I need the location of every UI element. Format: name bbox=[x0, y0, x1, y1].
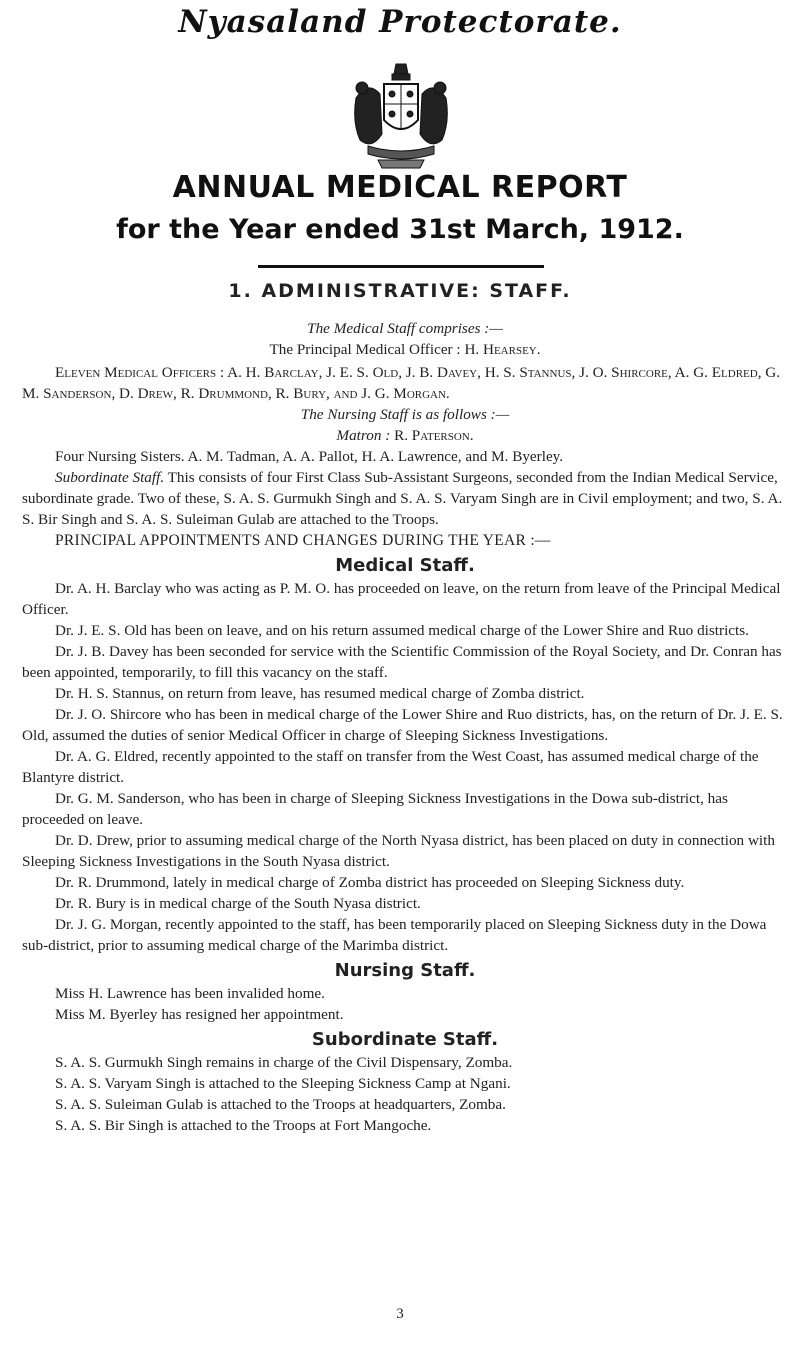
medical-officers-list: Eleven Medical Officers : A. H. Barclay, J. E. S. Old, J. B. Davey, H. S. Stannus, J. O. Shircore, A. G. Eldred, G. M. Sanderson, D. Drew, R. Drummond, R. Bury, and J. G. Morgan. bbox=[22, 364, 781, 402]
protectorate-heading: Nyasaland Protectorate. bbox=[178, 4, 622, 40]
royal-coat-of-arms-icon bbox=[348, 60, 454, 170]
staff-section bbox=[22, 318, 788, 1136]
subordinate-entry: S. A. S. Suleiman Gulab is attached to the Troops at headquarters, Zomba. bbox=[55, 1096, 506, 1113]
page-number: 3 bbox=[396, 1306, 404, 1322]
subordinate-staff-summary: Subordinate Staff. This consists of four First Class Sub-Assistant Surgeons, seconded from the Indian Medical Service, subordinate grade. Two of these, S. A. S. Gurmukh Singh and S. A. S. Varyam Singh are in Civil employment; and two, S. A. S. Bir Singh and S. A. S. Suleiman Gulab are attached to the Troops. bbox=[22, 469, 783, 528]
medical-entry: Dr. J. G. Morgan, recently appointed to the staff, has been temporarily placed on Sleeping Sickness duty in the Dowa sub-district, prior to assuming medical charge of the Marimba district. bbox=[22, 916, 767, 954]
nursing-intro: The Nursing Staff is as follows :— bbox=[300, 406, 510, 423]
medical-entry: Dr. J. B. Davey has been seconded for service with the Scientific Commission of the Royal Society, and Dr. Conran has been appointed, temporarily, to fill this vacancy on the staff. bbox=[22, 643, 782, 681]
section-heading: 1. ADMINISTRATIVE: STAFF. bbox=[228, 280, 572, 302]
report-subtitle: for the Year ended 31st March, 1912. bbox=[116, 214, 684, 245]
matron-line: Matron : R. Paterson. bbox=[336, 427, 474, 444]
subordinate-staff-heading: Subordinate Staff. bbox=[311, 1029, 499, 1050]
medical-entry: Dr. J. E. S. Old has been on leave, and on his return assumed medical charge of the Lower Shire and Ruo districts. bbox=[55, 622, 749, 639]
medical-entry: Dr. G. M. Sanderson, who has been in charge of Sleeping Sickness Investigations in the Dowa sub-district, has proceeded on leave. bbox=[22, 790, 728, 828]
medical-entry: Dr. A. G. Eldred, recently appointed to the staff on transfer from the West Coast, has assumed medical charge of the Blantyre district. bbox=[22, 748, 759, 786]
subordinate-entry: S. A. S. Bir Singh is attached to the Troops at Fort Mangoche. bbox=[55, 1117, 432, 1134]
title-rule bbox=[258, 265, 544, 268]
staff-intro: The Medical Staff comprises :— bbox=[307, 320, 503, 337]
pmo-line: The Principal Medical Officer : H. Hearsey. bbox=[269, 341, 541, 358]
medical-entry: Dr. J. O. Shircore who has been in medical charge of the Lower Shire and Ruo districts, has, on the return of Dr. J. E. S. Old, assumed the duties of senior Medical Officer in charge of Sleeping Sickness Investigations. bbox=[22, 706, 783, 744]
nursing-sisters-list: Four Nursing Sisters. A. M. Tadman, A. A. Pallot, H. A. Lawrence, and M. Byerley. bbox=[55, 448, 564, 465]
nursing-staff-heading: Nursing Staff. bbox=[334, 960, 476, 981]
subordinate-entry: S. A. S. Gurmukh Singh remains in charge of the Civil Dispensary, Zomba. bbox=[55, 1054, 513, 1071]
medical-entry: Dr. A. H. Barclay who was acting as P. M. O. has proceeded on leave, on the return from leave of the Principal Medical Officer. bbox=[22, 580, 781, 618]
medical-staff-heading: Medical Staff. bbox=[335, 555, 475, 576]
nursing-entry: Miss H. Lawrence has been invalided home. bbox=[55, 985, 325, 1002]
subordinate-entry: S. A. S. Varyam Singh is attached to the Sleeping Sickness Camp at Ngani. bbox=[55, 1075, 511, 1092]
appointments-heading: PRINCIPAL APPOINTMENTS AND CHANGES DURING THE YEAR :— bbox=[55, 532, 551, 549]
medical-entry: Dr. R. Drummond, lately in medical charge of Zomba district has proceeded on Sleeping Sickness duty. bbox=[55, 874, 685, 891]
report-title: ANNUAL MEDICAL REPORT bbox=[172, 170, 628, 205]
medical-entry: Dr. D. Drew, prior to assuming medical charge of the North Nyasa district, has been placed on duty in connection with Sleeping Sickness Investigations in the South Nyasa district. bbox=[22, 832, 775, 870]
medical-entry: Dr. R. Bury is in medical charge of the South Nyasa district. bbox=[55, 895, 421, 912]
medical-entry: Dr. H. S. Stannus, on return from leave, has resumed medical charge of Zomba district. bbox=[55, 685, 585, 702]
nursing-entry: Miss M. Byerley has resigned her appointment. bbox=[55, 1006, 344, 1023]
